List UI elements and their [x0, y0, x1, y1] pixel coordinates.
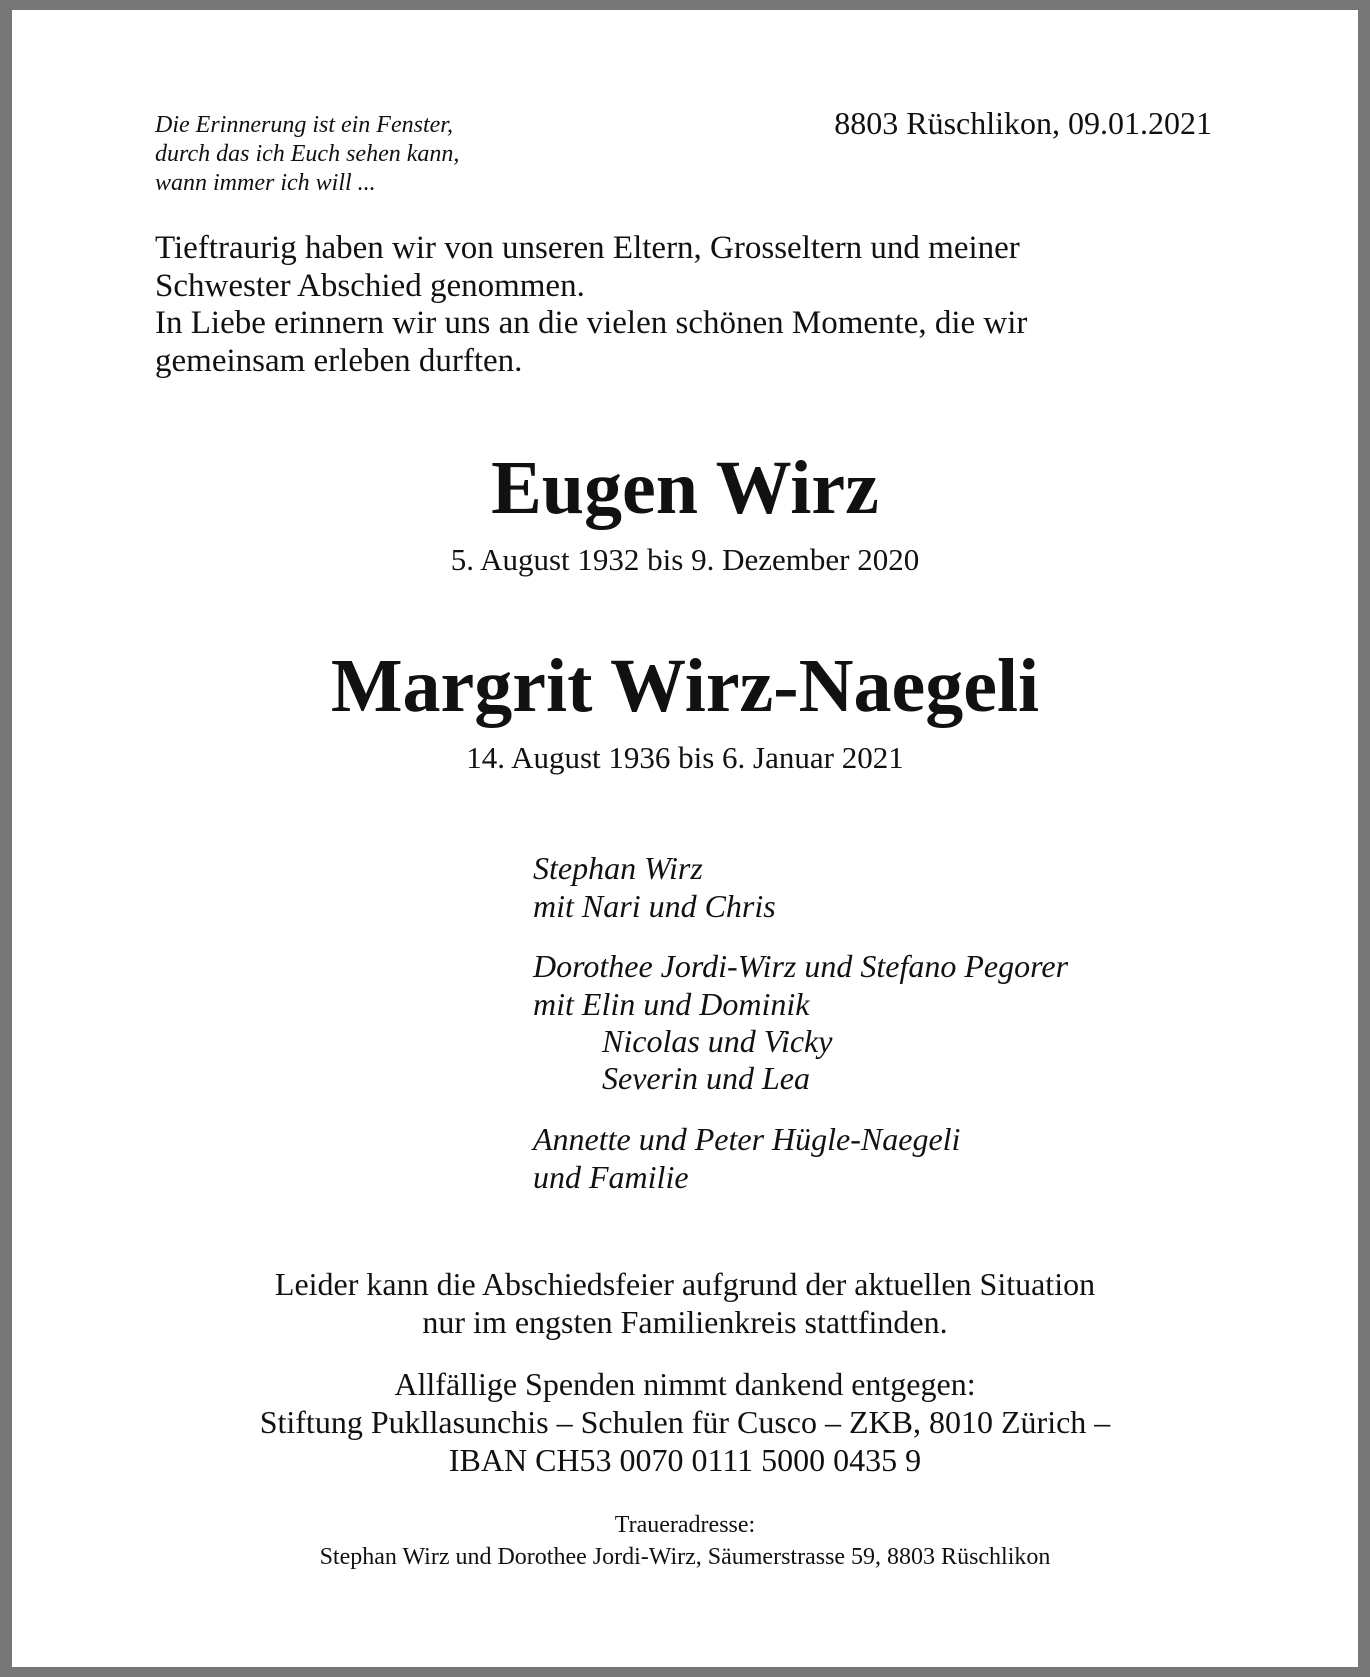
intro-line: In Liebe erinnern wir uns an die vielen schönen Momente, die wir: [155, 305, 1028, 341]
intro-line: Tieftraurig haben wir von unseren Eltern, Grosseltern und meiner: [155, 230, 1020, 266]
donations-line: IBAN CH53 0070 0111 5000 0435 9: [448, 1442, 922, 1478]
ceremony-line: Leider kann die Abschiedsfeier aufgrund der aktuellen Situation: [274, 1266, 1096, 1302]
family-line: mit Nari und Chris: [533, 888, 776, 924]
place-date: 8803 Rüschlikon, 09.01.2021: [834, 105, 1212, 141]
donations-line: Allfällige Spenden nimmt dankend entgegen:: [394, 1366, 976, 1402]
family-line: und Familie: [533, 1159, 689, 1195]
donations-line: Stiftung Pukllasunchis – Schulen für Cusco – ZKB, 8010 Zürich –: [259, 1404, 1111, 1440]
deceased-name: Margrit Wirz-Naegeli: [330, 644, 1040, 728]
quote-line: durch das ich Euch sehen kann,: [155, 141, 460, 167]
family-line: Dorothee Jordi-Wirz und Stefano Pegorer: [533, 948, 1069, 984]
family-line: mit Elin und Dominik: [533, 986, 810, 1022]
deceased-dates: 5. August 1932 bis 9. Dezember 2020: [450, 542, 920, 577]
obituary-page: [12, 10, 1358, 1667]
address: Stephan Wirz und Dorothee Jordi-Wirz, Säumerstrasse 59, 8803 Rüschlikon: [319, 1544, 1051, 1570]
intro-line: gemeinsam erleben durften.: [155, 343, 523, 379]
ceremony-line: nur im engsten Familienkreis stattfinden.: [422, 1304, 948, 1340]
family-line: Stephan Wirz: [533, 850, 703, 886]
family-line: Severin und Lea: [602, 1060, 810, 1096]
quote-line: wann immer ich will ...: [155, 170, 376, 196]
deceased-name: Eugen Wirz: [491, 446, 879, 530]
family-line: Nicolas und Vicky: [602, 1023, 833, 1059]
deceased-dates: 14. August 1936 bis 6. Januar 2021: [466, 740, 904, 775]
quote-line: Die Erinnerung ist ein Fenster,: [155, 112, 453, 138]
family-line: Annette und Peter Hügle-Naegeli: [533, 1121, 961, 1157]
address-label: Traueradresse:: [614, 1512, 756, 1538]
intro-line: Schwester Abschied genommen.: [155, 268, 585, 304]
